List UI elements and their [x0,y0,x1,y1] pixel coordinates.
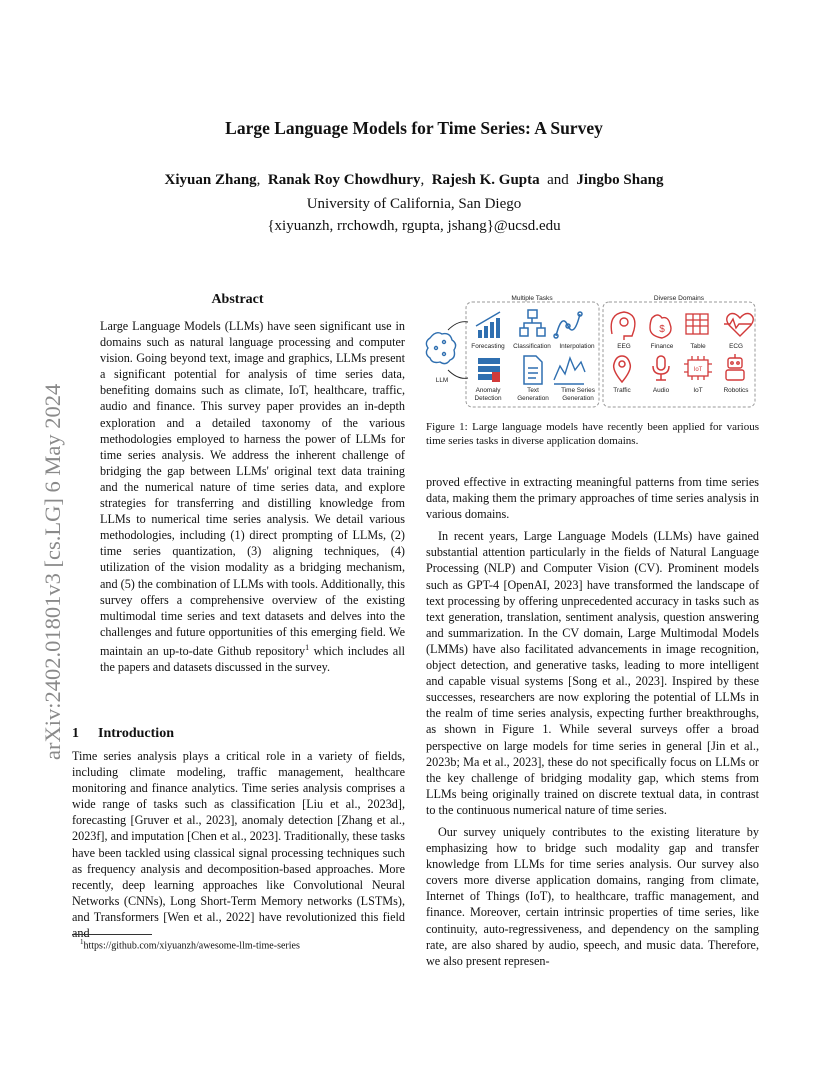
iot-icon [684,356,712,380]
arrow-up [448,322,468,330]
task-time-series: Time Series [561,387,595,394]
table-icon [686,314,708,334]
domain-finance: Finance [650,343,674,350]
author-4: Jingbo Shang [576,172,664,188]
author-list: Xiyuan Zhang, Ranak Roy Chowdhury, Rajesh K. Gupta and Jingbo Shang [164,172,664,188]
eeg-icon [611,312,635,340]
domain-robotics: Robotics [723,387,749,394]
interpolation-icon [554,312,582,338]
task-forecasting: Forecasting [471,343,505,350]
llm-brain-icon [426,333,455,364]
task-detection: Detection [474,395,502,402]
traffic-icon [614,356,631,382]
domain-audio: Audio [652,387,670,394]
finance-icon [650,315,671,338]
task-classification: Classification [513,343,551,350]
llm-label: LLM [435,377,449,384]
domain-iot: IoT [693,387,703,394]
abstract-body: Large Language Models (LLMs) have seen significant use in domains such as natural language processing and computer vision. Going beyond text, image and graphics, LLMs present a significant potential for analysis of time series data, benefiting domains such as climate, IoT, healthcare, traffic, audio and finance. This survey paper provides an in-depth exploration and a detailed taxonomy of the various methodologies employed to harness the power of LLMs for time series analysis. We address the inherent challenge of bridging the gap between LLMs' original text data training and the numerical nature of time series data, and explore strategies for transferring and distilling knowledge from LLMs to numerical time series analysis. We detail various methodologies, including (1) direct prompting of LLMs, (2) time series quantization, (3) aligning techniques, (4) utilization of the vision modality as a bridging mechanism, and (5) the combination of LLMs with tools. Additionally, this survey offers a comprehensive overview of the existing multimodal time series and text datasets and delves into the challenges and future opportunities of this emerging field. We maintain an up-to-date Github repository$^1$ which includes all the papers and datasets discussed in the survey. [100,319,405,675]
abstract-heading: Abstract [211,292,264,307]
svg-text:IoT: IoT [693,367,703,373]
paragraph-2: In recent years, Large Language Models (LLMs) have gained substantial attention particularly in the fields of Natural Language Processing (NLP) and Computer Vision (CV). Prominent models such as GPT-4 [OpenAI, 2023] have transformed the landscape of text processing by offering unprecedented accuracy in tasks such as text generation, translation, sentiment analysis, question answering and summarization. In the CV domain, Large Multimodal Models (LMMs) have also facilitated advancements in image recognition, object detection, and generative tasks, leading to more intelligent and capable visual systems [Song et al., 2023]. Inspired by these successes, researchers are now exploring the potential of LLMs in the realm of time series analysis, expecting further breakthroughs, as shown in Figure 1. While several surveys offer a broad perspective on large models for time series in general [Jin et al., 2023b; Ma et al., 2023], these do not specifically focus on LLMs or the key challenge of bridging modality gap, which stems from LLMs being originally trained on discrete textual data, in contrast to the continuous numerical nature of time series. [426,529,759,817]
classification-icon [520,310,545,336]
audio-icon [653,356,669,380]
group-label-tasks: Multiple Tasks [511,295,553,302]
author-1: Xiyuan Zhang [164,172,257,188]
task-anomaly: Anomaly [475,387,501,394]
figure-1 [420,290,758,408]
task-interpolation: Interpolation [559,343,595,350]
domain-ecg: ECG [729,343,743,350]
author-emails: {xiyuanzh, rrchowdh, rgupta, jshang}@ucsd.edu [267,218,561,234]
right-column-text [426,474,759,969]
robotics-icon [726,354,744,380]
footnote-link[interactable]: https://github.com/xiyuanzh/awesome-llm-time-series [83,940,300,952]
paper-title: Large Language Models for Time Series: A Survey [225,118,603,138]
anomaly-detection-icon [478,358,500,382]
domain-traffic: Traffic [613,387,631,394]
arxiv-stamp-text: arXiv:2402.01801v3 [cs.LG] 6 May 2024 [40,383,65,760]
arrow-down [448,370,468,378]
task-text: Text [527,387,539,394]
affiliation: University of California, San Diego [306,196,522,212]
domain-table: Table [690,343,706,350]
paragraph-3: Our survey uniquely contributes to the existing literature by emphasizing how to bridge such modality gap and transfer knowledge from LLMs for time series analysis. Our survey also covers more diverse application domains, ranging from climate, Internet of Things (IoT), to healthcare, traffic management, and finance. Moreover, certain intrinsic properties of time series, like continuity, auto-regressiveness, and dependency on the sampling rate, are also shared by audio, speech, and music data. Therefore, we also present represen- [426,824,759,968]
time-series-generation-icon [554,358,585,384]
section-heading-introduction: 1 Introduction [72,726,174,741]
task-generation-2: Generation [562,395,594,402]
domain-eeg: EEG [617,343,631,350]
svg-text:$: $ [659,324,665,335]
footnote-divider [72,934,152,935]
task-generation-1: Generation [517,395,549,402]
arxiv-stamp [20,290,65,760]
footnote-mark[interactable]: 1 [305,642,310,652]
forecasting-icon [476,312,500,338]
author-2: Ranak Roy Chowdhury [267,172,421,188]
group-label-domains: Diverse Domains [653,295,705,302]
intro-paragraph: Time series analysis plays a critical role in a variety of fields, including climate modeling, traffic management, healthcare monitoring and finance analytics. Time series analysis comprises a wide range of tasks such as classification [Liu et al., 2023d], forecasting [Gruver et al., 2023], anomaly detection [Zhang et al., 2023f], and imputation [Chen et al., 2023]. Traditionally, these tasks have been tackled using classical signal processing techniques such as frequency analysis and decomposition-based approaches. More recently, deep learning approaches like Convolutional Neural Networks (CNNs), Long Short-Term Memory networks (LSTMs), and Transformers [Wen et al., 2022] have revolutionized this field and [72,749,405,941]
text-generation-icon [524,356,542,384]
ecg-icon [724,314,753,337]
footnote: $^1$https://github.com/xiyuanzh/awesome-llm-time-series [80,938,300,952]
paragraph-1: proved effective in extracting meaningful patterns from time series data, making them the primary approaches of time series analysis in various domains. [426,475,759,522]
author-3: Rajesh K. Gupta [431,172,540,188]
figure-caption: Figure 1: Large language models have recently been applied for various time series tasks in diverse application domains. [426,421,759,447]
